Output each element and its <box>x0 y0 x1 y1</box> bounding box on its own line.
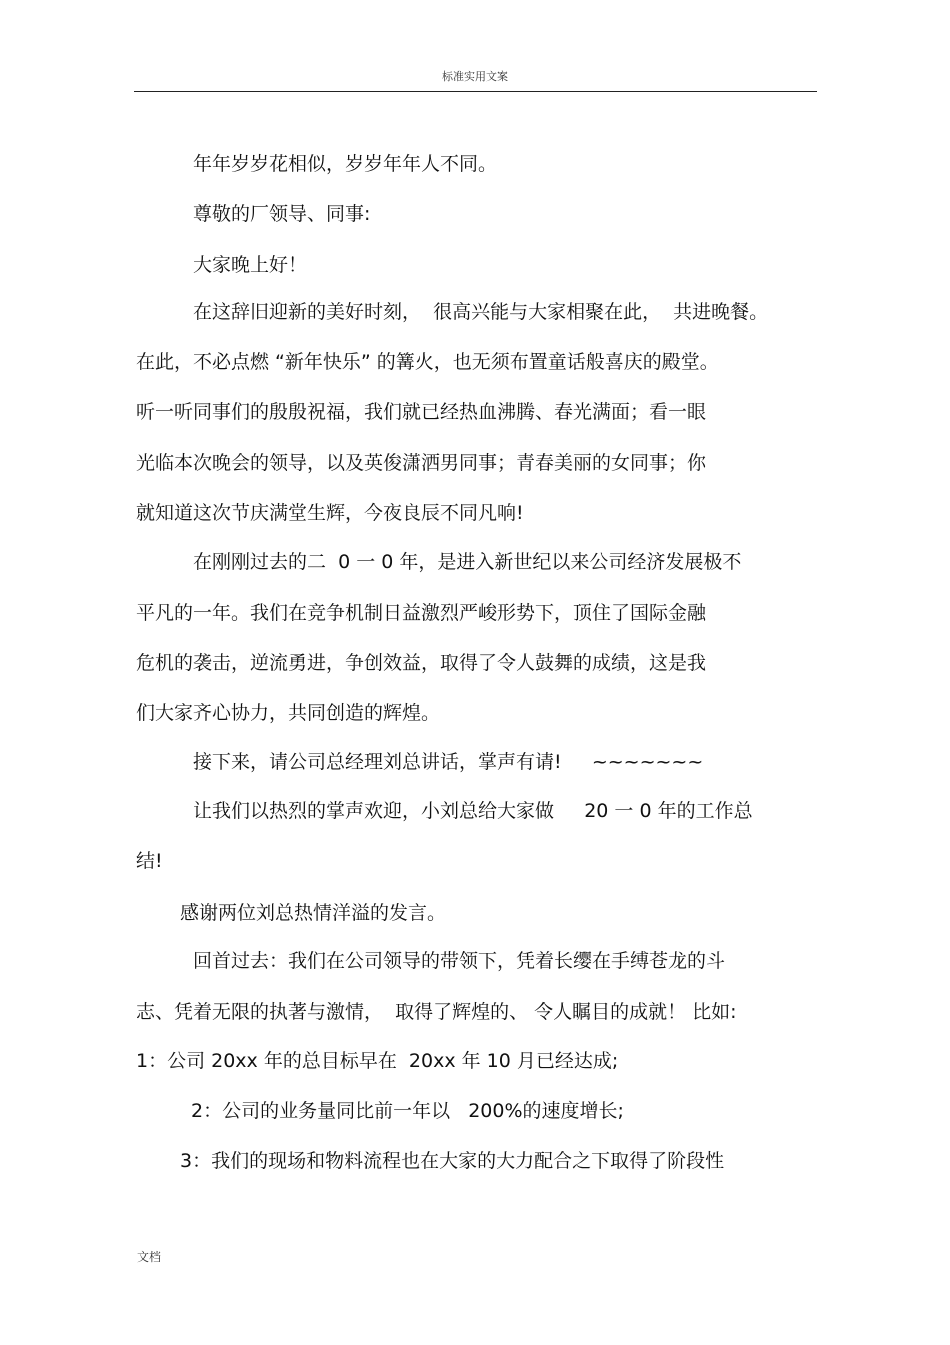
body-line: 接下来，请公司总经理刘总讲话，掌声有请! ~~~~~~~ <box>193 751 704 773</box>
body-line: 危机的袭击，逆流勇进，争创效益，取得了令人鼓舞的成绩，这是我 <box>136 652 707 674</box>
page-footer-label: 文档 <box>137 1250 162 1264</box>
body-line: 年年岁岁花相似，岁岁年年人不同。 <box>193 153 498 175</box>
body-line: 光临本次晚会的领导，以及英俊潇洒男同事；青春美丽的女同事；你 <box>136 452 707 474</box>
body-line: 们大家齐心协力，共同创造的辉煌。 <box>136 702 441 724</box>
body-line: 大家晚上好！ <box>193 254 308 276</box>
body-line: 尊敬的厂领导、同事: <box>193 203 371 225</box>
body-line: 3：我们的现场和物料流程也在大家的大力配合之下取得了阶段性 <box>180 1150 725 1172</box>
body-line: 感谢两位刘总热情洋溢的发言。 <box>180 902 447 924</box>
body-line: 听一听同事们的殷殷祝福，我们就已经热血沸腾、春光满面；看一眼 <box>136 401 707 423</box>
body-line: 在刚刚过去的二 0 一 0 年，是进入新世纪以来公司经济发展极不 <box>193 551 742 573</box>
body-line: 就知道这次节庆满堂生辉，今夜良辰不同凡响! <box>136 502 524 524</box>
body-line: 让我们以热烈的掌声欢迎，小刘总给大家做 20 一 0 年的工作总 <box>193 800 753 822</box>
body-line: 在此，不必点燃 “新年快乐” 的篝火，也无须布置童话般喜庆的殿堂。 <box>136 351 719 373</box>
body-line: 2：公司的业务量同比前一年以 200%的速度增长; <box>191 1100 624 1122</box>
body-line: 平凡的一年。我们在竞争机制日益激烈严峻形势下，顶住了国际金融 <box>136 602 707 624</box>
body-line: 志、凭着无限的执著与激情， 取得了辉煌的、 令人瞩目的成就！ 比如: <box>136 1001 737 1023</box>
page-header-title: 标准实用文案 <box>442 70 508 83</box>
header-divider <box>134 91 817 92</box>
body-line: 结! <box>136 850 163 872</box>
body-line: 1：公司 20xx 年的总目标早在 20xx 年 10 月已经达成; <box>136 1050 619 1072</box>
body-line: 在这辞旧迎新的美好时刻， 很高兴能与大家相聚在此， 共进晚餐。 <box>193 301 769 323</box>
body-line: 回首过去：我们在公司领导的带领下，凭着长缨在手缚苍龙的斗 <box>193 950 726 972</box>
